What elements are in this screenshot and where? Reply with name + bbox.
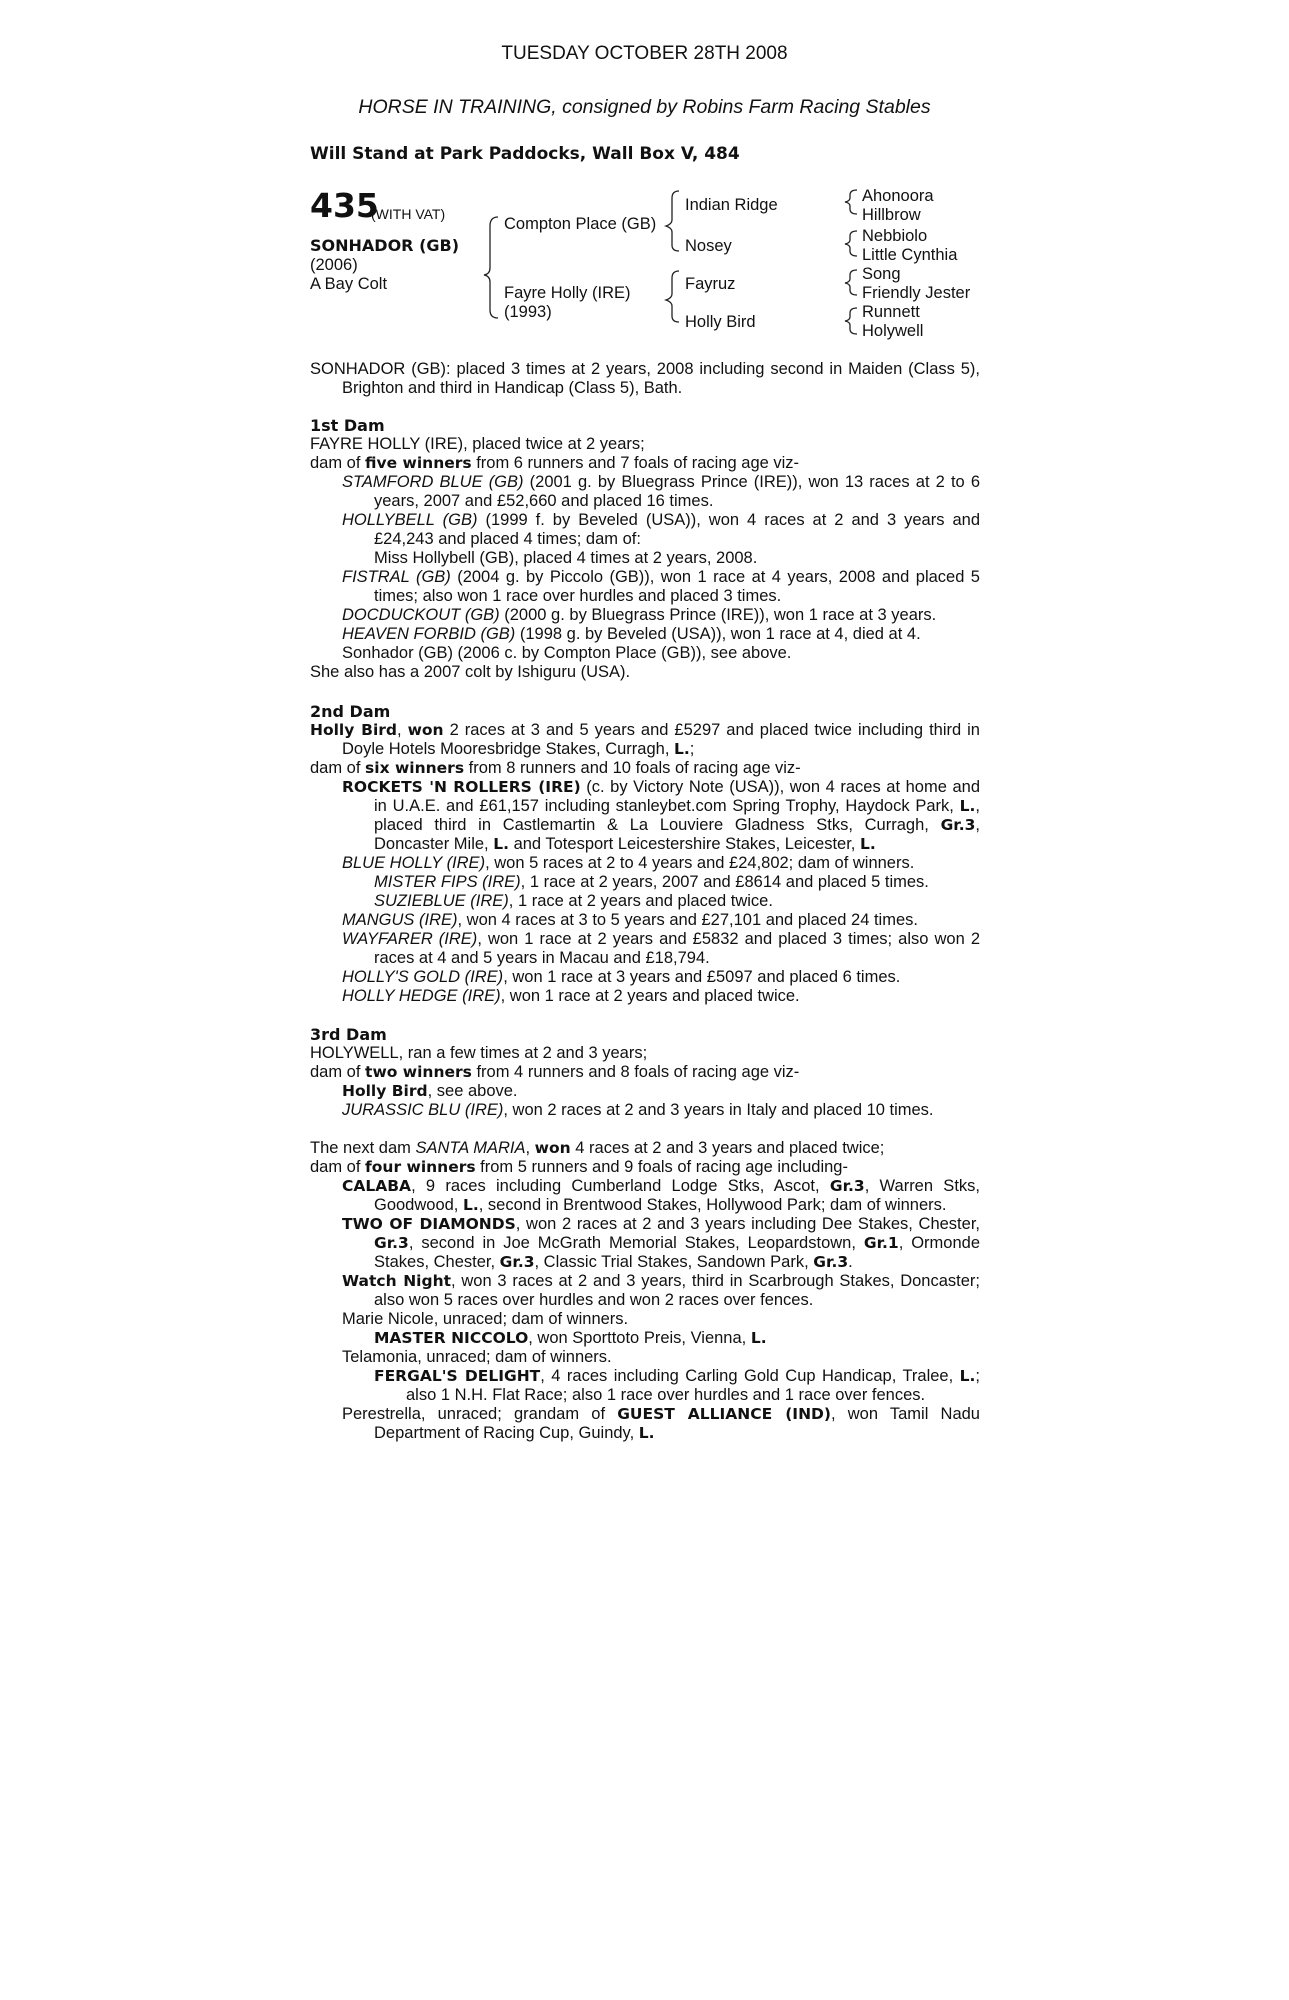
produce-entry: JURASSIC BLU (IRE), won 2 races at 2 and 3 years in Italy and placed 10 times. (342, 1101, 934, 1119)
produce-entry: Holly Bird, see above. (342, 1082, 518, 1100)
second-dam-produce-summary: dam of six winners from 8 runners and 10 foals of racing age viz- (310, 759, 801, 777)
pedigree-ggp-2: Hillbrow (862, 206, 921, 224)
produce-entry: Marie Nicole, unraced; dam of winners. (342, 1310, 629, 1328)
first-dam-line: FAYRE HOLLY (IRE), placed twice at 2 years; (310, 435, 645, 453)
pedigree-ggp-8: Holywell (862, 322, 924, 340)
pedigree-dam-year: (1993) (504, 303, 552, 321)
pedigree-ggp-6: Friendly Jester (862, 284, 971, 302)
second-dam-section (310, 702, 980, 1006)
produce-entry: STAMFORD BLUE (GB) (2001 g. by Bluegrass Prince (IRE)), won 13 races at 2 to 6 years, 2007 and £52,660 and placed 16 times. (342, 473, 980, 510)
second-dam-line: Holly Bird, won 2 races at 3 and 5 years and £5297 and placed twice including third in Doyle Hotels Mooresbridge Stakes, Curragh, L.; (310, 721, 980, 758)
produce-sub-entry: FERGAL'S DELIGHT, 4 races including Carling Gold Cup Handicap, Tralee, L.; also 1 N.H. Flat Race; also 1 race over hurdles and 1 race over fences. (374, 1367, 980, 1404)
vat-note: (WITH VAT) (371, 206, 446, 222)
produce-entry: FISTRAL (GB) (2004 g. by Piccolo (GB)), won 1 race at 4 years, 2008 and placed 5 times; also won 1 race over hurdles and placed 3 times. (342, 568, 980, 605)
produce-entry: HOLLY HEDGE (IRE), won 1 race at 2 years and placed twice. (342, 987, 800, 1005)
third-dam-section (310, 1025, 980, 1120)
sale-title: HORSE IN TRAINING, consigned by Robins Farm Racing Stables (358, 96, 931, 118)
produce-sub-entry: MISTER FIPS (IRE), 1 race at 2 years, 2007 and £8614 and placed 5 times. (374, 873, 929, 891)
sale-date: TUESDAY OCTOBER 28TH 2008 (501, 43, 788, 64)
produce-entry: Telamonia, unraced; dam of winners. (342, 1348, 612, 1366)
produce-entry: HEAVEN FORBID (GB) (1998 g. by Beveled (USA)), won 1 race at 4, died at 4. (342, 625, 921, 643)
next-dam-line: The next dam SANTA MARIA, won 4 races at 2 and 3 years and placed twice; (310, 1139, 885, 1157)
produce-entry: DOCDUCKOUT (GB) (2000 g. by Bluegrass Prince (IRE)), won 1 race at 3 years. (342, 606, 937, 624)
first-dam-produce-summary: dam of five winners from 6 runners and 7 foals of racing age viz- (310, 454, 800, 472)
pedigree-ggp-4: Little Cynthia (862, 246, 958, 264)
next-dam-section (310, 1139, 980, 1443)
lot-number: 435 (310, 186, 379, 225)
third-dam-produce-summary: dam of two winners from 4 runners and 8 foals of racing age viz- (310, 1063, 800, 1081)
produce-entry: WAYFARER (IRE), won 1 race at 2 years and £5832 and placed 3 times; also won 2 races at 4 and 5 years in Macau and £18,794. (342, 930, 980, 967)
produce-entry: CALABA, 9 races including Cumberland Lodge Stks, Ascot, Gr.3, Warren Stks, Goodwood, L., second in Brentwood Stakes, Hollywood Park; dam of winners. (342, 1177, 980, 1214)
produce-entry: MANGUS (IRE), won 4 races at 3 to 5 years and £27,101 and placed 24 times. (342, 911, 918, 929)
pedigree-sire-sire: Indian Ridge (685, 196, 778, 214)
first-dam-heading: 1st Dam (310, 416, 385, 435)
produce-entry: BLUE HOLLY (IRE), won 5 races at 2 to 4 years and £24,802; dam of winners. (342, 854, 915, 872)
stand-location: Will Stand at Park Paddocks, Wall Box V, 484 (310, 144, 740, 164)
pedigree-sire-dam: Nosey (685, 237, 732, 255)
second-dam-heading: 2nd Dam (310, 702, 391, 721)
produce-entry: ROCKETS 'N ROLLERS (IRE) (c. by Victory Note (USA)), won 4 races at home and in U.A.E. and £61,157 including stanleybet.com Spring Trophy, Haydock Park, L., placed third in Castlemartin & La Louviere Gladness Stks, Curragh, Gr.3, Doncaster Mile, L. and Totesport Leicestershire Stakes, Leicester, L. (342, 778, 980, 853)
produce-entry: Perestrella, unraced; grandam of GUEST ALLIANCE (IND), won Tamil Nadu Department of Racing Cup, Guindy, L. (342, 1405, 980, 1442)
third-dam-line: HOLYWELL, ran a few times at 2 and 3 years; (310, 1044, 648, 1062)
produce-entry: Sonhador (GB) (2006 c. by Compton Place (GB)), see above. (342, 644, 792, 662)
produce-entry: TWO OF DIAMONDS, won 2 races at 2 and 3 years including Dee Stakes, Chester, Gr.3, second in Joe McGrath Memorial Stakes, Leopardstown, Gr.1, Ormonde Stakes, Chester, Gr.3, Classic Trial Stakes, Sandown Park, Gr.3. (342, 1215, 980, 1271)
produce-entry: HOLLY'S GOLD (IRE), won 1 race at 3 years and £5097 and placed 6 times. (342, 968, 901, 986)
produce-entry: Watch Night, won 3 races at 2 and 3 years, third in Scarbrough Stakes, Doncaster; also won 5 races over hurdles and won 2 races over fences. (342, 1272, 981, 1309)
produce-sub-entry: SUZIEBLUE (IRE), 1 race at 2 years and placed twice. (374, 892, 773, 910)
race-summary: SONHADOR (GB): placed 3 times at 2 years, 2008 including second in Maiden (Class 5), Brighton and third in Handicap (Class 5), Bath. (310, 360, 980, 397)
horse-name: SONHADOR (GB) (310, 236, 460, 255)
pedigree-ggp-5: Song (862, 265, 901, 283)
pedigree-dam-dam: Holly Bird (685, 313, 756, 331)
first-dam-closing: She also has a 2007 colt by Ishiguru (USA). (310, 663, 631, 681)
next-dam-produce-summary: dam of four winners from 5 runners and 9 foals of racing age including- (310, 1158, 848, 1176)
produce-sub-entry: MASTER NICCOLO, won Sporttoto Preis, Vienna, L. (374, 1329, 767, 1347)
horse-description: A Bay Colt (310, 275, 388, 293)
pedigree-brackets (0, 0, 1289, 360)
pedigree-ggp-7: Runnett (862, 303, 920, 321)
first-dam-section (310, 416, 980, 682)
pedigree-dam: Fayre Holly (IRE) (504, 284, 631, 302)
pedigree-sire: Compton Place (GB) (504, 215, 657, 233)
produce-sub-entry: Miss Hollybell (GB), placed 4 times at 2 years, 2008. (374, 549, 758, 567)
horse-year: (2006) (310, 256, 358, 274)
third-dam-heading: 3rd Dam (310, 1025, 387, 1044)
produce-entry: HOLLYBELL (GB) (1999 f. by Beveled (USA)), won 4 races at 2 and 3 years and £24,243 and placed 4 times; dam of: (342, 511, 980, 548)
pedigree-ggp-3: Nebbiolo (862, 227, 928, 245)
pedigree-ggp-1: Ahonoora (862, 187, 934, 205)
pedigree-dam-sire: Fayruz (685, 275, 736, 293)
